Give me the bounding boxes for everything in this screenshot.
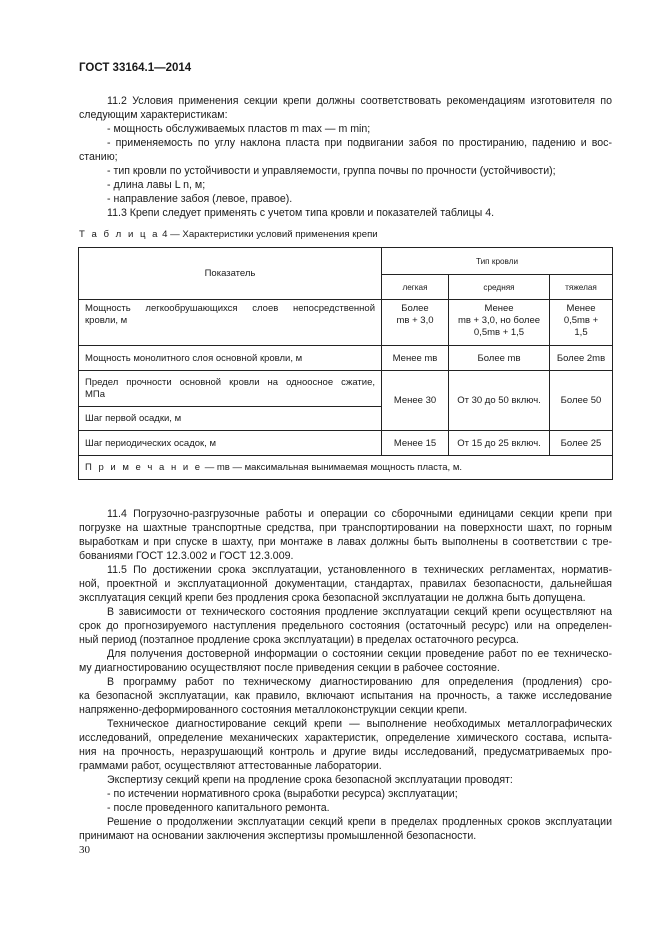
- table-cell: Менее mв: [382, 346, 449, 371]
- subheader-medium: средняя: [449, 275, 550, 300]
- table-cell: От 15 до 25 включ.: [449, 431, 550, 456]
- intro-line: - применяемость по углу наклона пласта при подвигании забоя по простиранию, падению и вос-: [107, 137, 612, 149]
- cell-line: 0,5mв + 1,5: [563, 315, 599, 338]
- indicator-header: Показатель: [79, 248, 382, 300]
- body-line: выработкам и при спуске в шахту, при монтаже в лавах должны быть выполнены в соответствии с тре-: [79, 536, 612, 548]
- row0-label-line2: кровли, м: [85, 315, 128, 326]
- body-line: Экспертизу секций крепи на продление срока безопасной эксплуатации проводят:: [107, 774, 513, 786]
- body-line: - после проведенного капитального ремонта.: [107, 802, 330, 814]
- body-line: напряженно-деформированного состояния металлоконструкции секции крепи.: [79, 704, 468, 716]
- body-line: граммами работ, осуществляют аттестованные лаборатории.: [79, 760, 382, 772]
- body-line: ка безопасной эксплуатации, как правило, включают испытания на прочность, а также исследование: [79, 690, 612, 702]
- body-line: 11.4 Погрузочно-разгрузочные работы и операции со сборочными единицами секции крепи при: [107, 508, 612, 520]
- intro-line: - длина лавы L n, м;: [107, 179, 206, 191]
- row2-label-line2: МПа: [85, 388, 106, 400]
- intro-line: - мощность обслуживаемых пластов m max — m min;: [107, 123, 371, 135]
- cell-line: Менее: [566, 303, 596, 314]
- table-row-label: [79, 371, 382, 407]
- table-row-label: Шаг периодических осадок, м: [79, 431, 382, 456]
- body-line: В программу работ по техническому диагностированию для определения (продления) сро-: [107, 676, 612, 688]
- table-row-label: Мощность монолитного слоя основной кровли, м: [79, 346, 382, 371]
- cell-line: mв + 3,0: [396, 315, 434, 326]
- body-line: исследований, определение механических характеристик, определение химического состава, испыта-: [79, 732, 612, 744]
- row2-label-line: Предел прочности основной кровли на одноосное сжатие,: [85, 376, 375, 388]
- table-cell: От 30 до 50 включ.: [449, 371, 550, 431]
- subheader-heavy: тяжелая: [550, 275, 613, 300]
- roof-type-header: Тип кровли: [382, 248, 613, 275]
- table-caption-text: 4 — Характеристики условий применения крепи: [162, 229, 378, 240]
- page-number: 30: [79, 844, 90, 856]
- body-line: му диагностированию осуществляют после приведения секции в рабочее состояние.: [79, 662, 500, 674]
- body-line: эксплуатация секций крепи без продления срока безопасной эксплуатации не должна быть допущена.: [79, 592, 586, 604]
- body-line: ния на прочность, неразрушающий контроль и другие виды исследований, предусматриваемых про-: [79, 746, 612, 758]
- conditions-table: [78, 247, 613, 480]
- intro-line: 11.3 Крепи следует применять с учетом типа кровли и показателей таблицы 4.: [107, 207, 495, 219]
- note-prefix: П р и м е ч а н и е: [85, 462, 203, 473]
- table-caption-prefix: Т а б л и ц а: [79, 229, 160, 240]
- table-row-label: Шаг первой осадки, м: [79, 407, 382, 431]
- table-cell: Более 50: [550, 371, 613, 431]
- cell-line: Более: [401, 303, 429, 314]
- table-caption: [79, 229, 378, 240]
- cell-line: mв + 3,0, но более: [457, 315, 541, 326]
- intro-line: - направление забоя (левое, правое).: [107, 193, 293, 205]
- cell-line: Менее: [484, 303, 514, 314]
- body-line: ный период (поэтапное продление срока эксплуатации) в пределах остаточного ресурса.: [79, 634, 519, 646]
- intro-line: 11.2 Условия применения секции крепи должны соответствовать рекомендациям изготовителя по: [107, 95, 612, 107]
- intro-line: станию;: [79, 151, 118, 163]
- body-line: Для получения достоверной информации о состоянии секции проведение работ по ее техническо-: [107, 648, 612, 660]
- table-row-label: [79, 300, 382, 346]
- table-cell: [382, 300, 449, 346]
- body-line: Решение о продолжении эксплуатации секций крепи в пределах продленных сроков эксплуатации: [107, 816, 612, 828]
- subheader-light: легкая: [382, 275, 449, 300]
- table-cell: Более mв: [449, 346, 550, 371]
- document-header: ГОСТ 33164.1—2014: [79, 62, 192, 74]
- cell-line: 0,5mв + 1,5: [473, 327, 525, 338]
- table-cell: [550, 300, 613, 346]
- body-line: принимают на основании заключения экспертизы промышленной безопасности.: [79, 830, 477, 842]
- table-cell: Менее 30: [382, 371, 449, 431]
- body-line: погрузке на шахтные транспортные средства, при транспортировании на поверхности шахт, по горным: [79, 522, 612, 534]
- body-line: Техническое диагностирование секций крепи — выполнение необходимых металлографических: [107, 718, 612, 730]
- body-line: В зависимости от технического состояния продление эксплуатации секций крепи осуществляют на: [107, 606, 612, 618]
- body-line: - по истечении нормативного срока (выработки ресурса) эксплуатации;: [107, 788, 458, 800]
- intro-line: следующим характеристикам:: [79, 109, 228, 121]
- note-text: — mв — максимальная вынимаемая мощность пласта, м.: [204, 462, 463, 473]
- table-note: [79, 456, 613, 480]
- body-line: ной, проектной и эксплуатационной документации, стандартах, правилах безопасности, дальнейшая: [79, 578, 612, 590]
- table-cell: [449, 300, 550, 346]
- row0-label-line: Мощность легкообрушающихся слоев непосредственной: [85, 303, 375, 314]
- body-line: 11.5 По достижении срока эксплуатации, установленного в технических регламентах, норматив-: [107, 564, 612, 576]
- table-cell: Менее 15: [382, 431, 449, 456]
- body-line: срок до прогнозируемого наступления предельного состояния (остаточный ресурс) или на определен-: [79, 620, 612, 632]
- body-line: бованиями ГОСТ 12.3.002 и ГОСТ 12.3.009.: [79, 550, 294, 562]
- table-cell: Более 2mв: [550, 346, 613, 371]
- table-cell: Более 25: [550, 431, 613, 456]
- intro-line: - тип кровли по устойчивости и управляемости, группа почвы по прочности (устойчивости);: [107, 165, 556, 177]
